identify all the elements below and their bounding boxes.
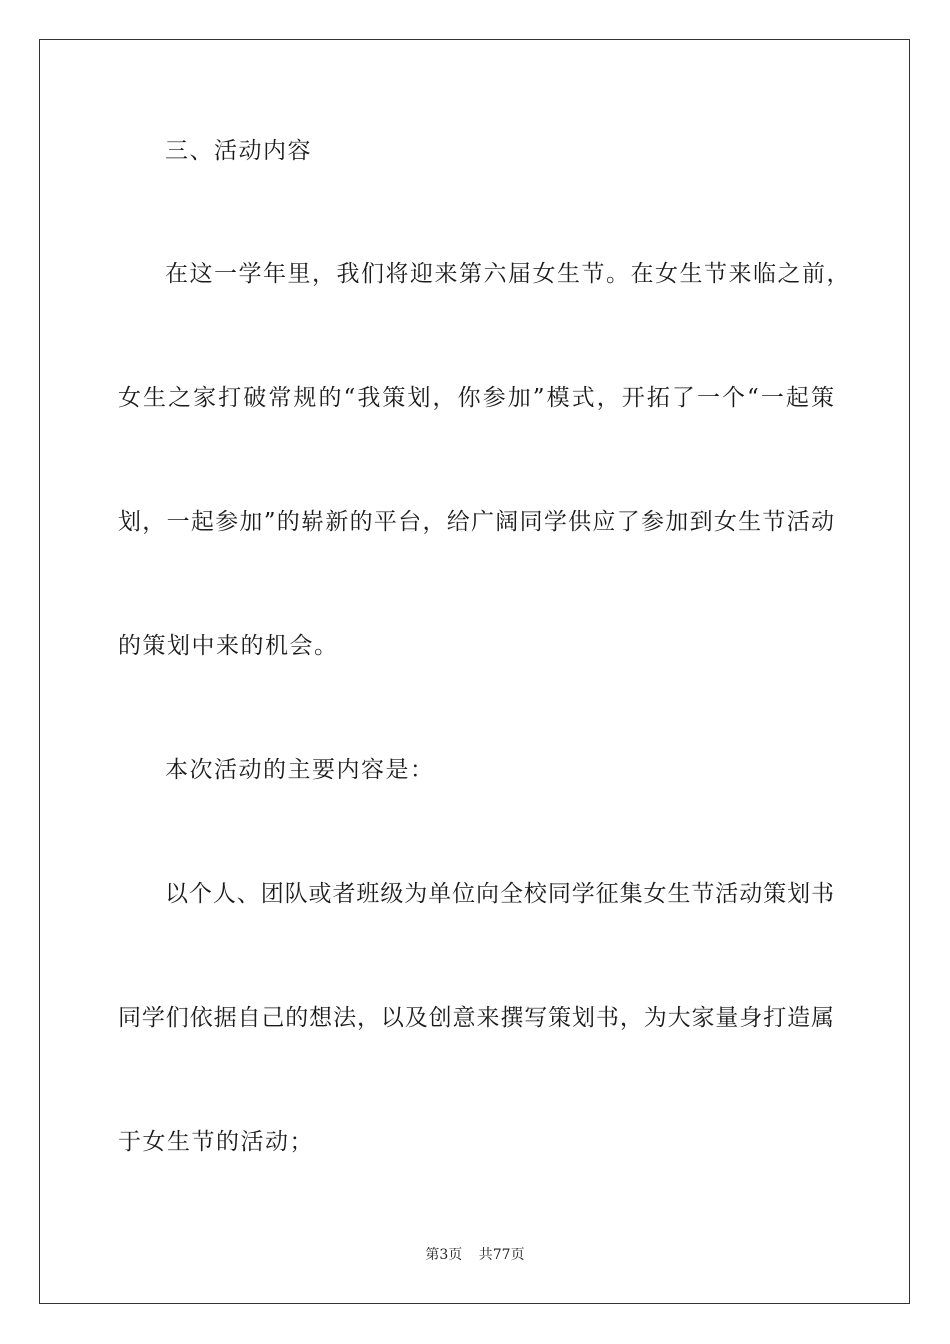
paragraph-2-line-1: 本次活动的主要内容是： [165, 757, 435, 783]
page-number-current: 第3页 [425, 1247, 463, 1263]
paragraph-3-line-1: 以个人、团队或者班级为单位向全校同学征集女生节活动策划书 [165, 881, 834, 907]
page-number-total: 共77页 [478, 1247, 525, 1263]
paragraph-3-line-2: 同学们依据自己的想法，以及创意来撰写策划书，为大家量身打造属 [118, 1005, 834, 1031]
page-footer [0, 1246, 950, 1264]
page-border [39, 39, 910, 1304]
section-heading: 三、活动内容 [165, 138, 312, 164]
paragraph-1-line-1: 在这一学年里，我们将迎来第六届女生节。在女生节来临之前， [165, 261, 851, 287]
paragraph-3-line-3: 于女生节的活动； [118, 1129, 314, 1155]
paragraph-1-line-3: 划，一起参加”的崭新的平台，给广阔同学供应了参加到女生节活动 [118, 509, 834, 535]
paragraph-1-line-2: 女生之家打破常规的“我策划，你参加”模式，开拓了一个“一起策 [118, 385, 834, 411]
paragraph-1-line-4: 的策划中来的机会。 [118, 633, 339, 659]
